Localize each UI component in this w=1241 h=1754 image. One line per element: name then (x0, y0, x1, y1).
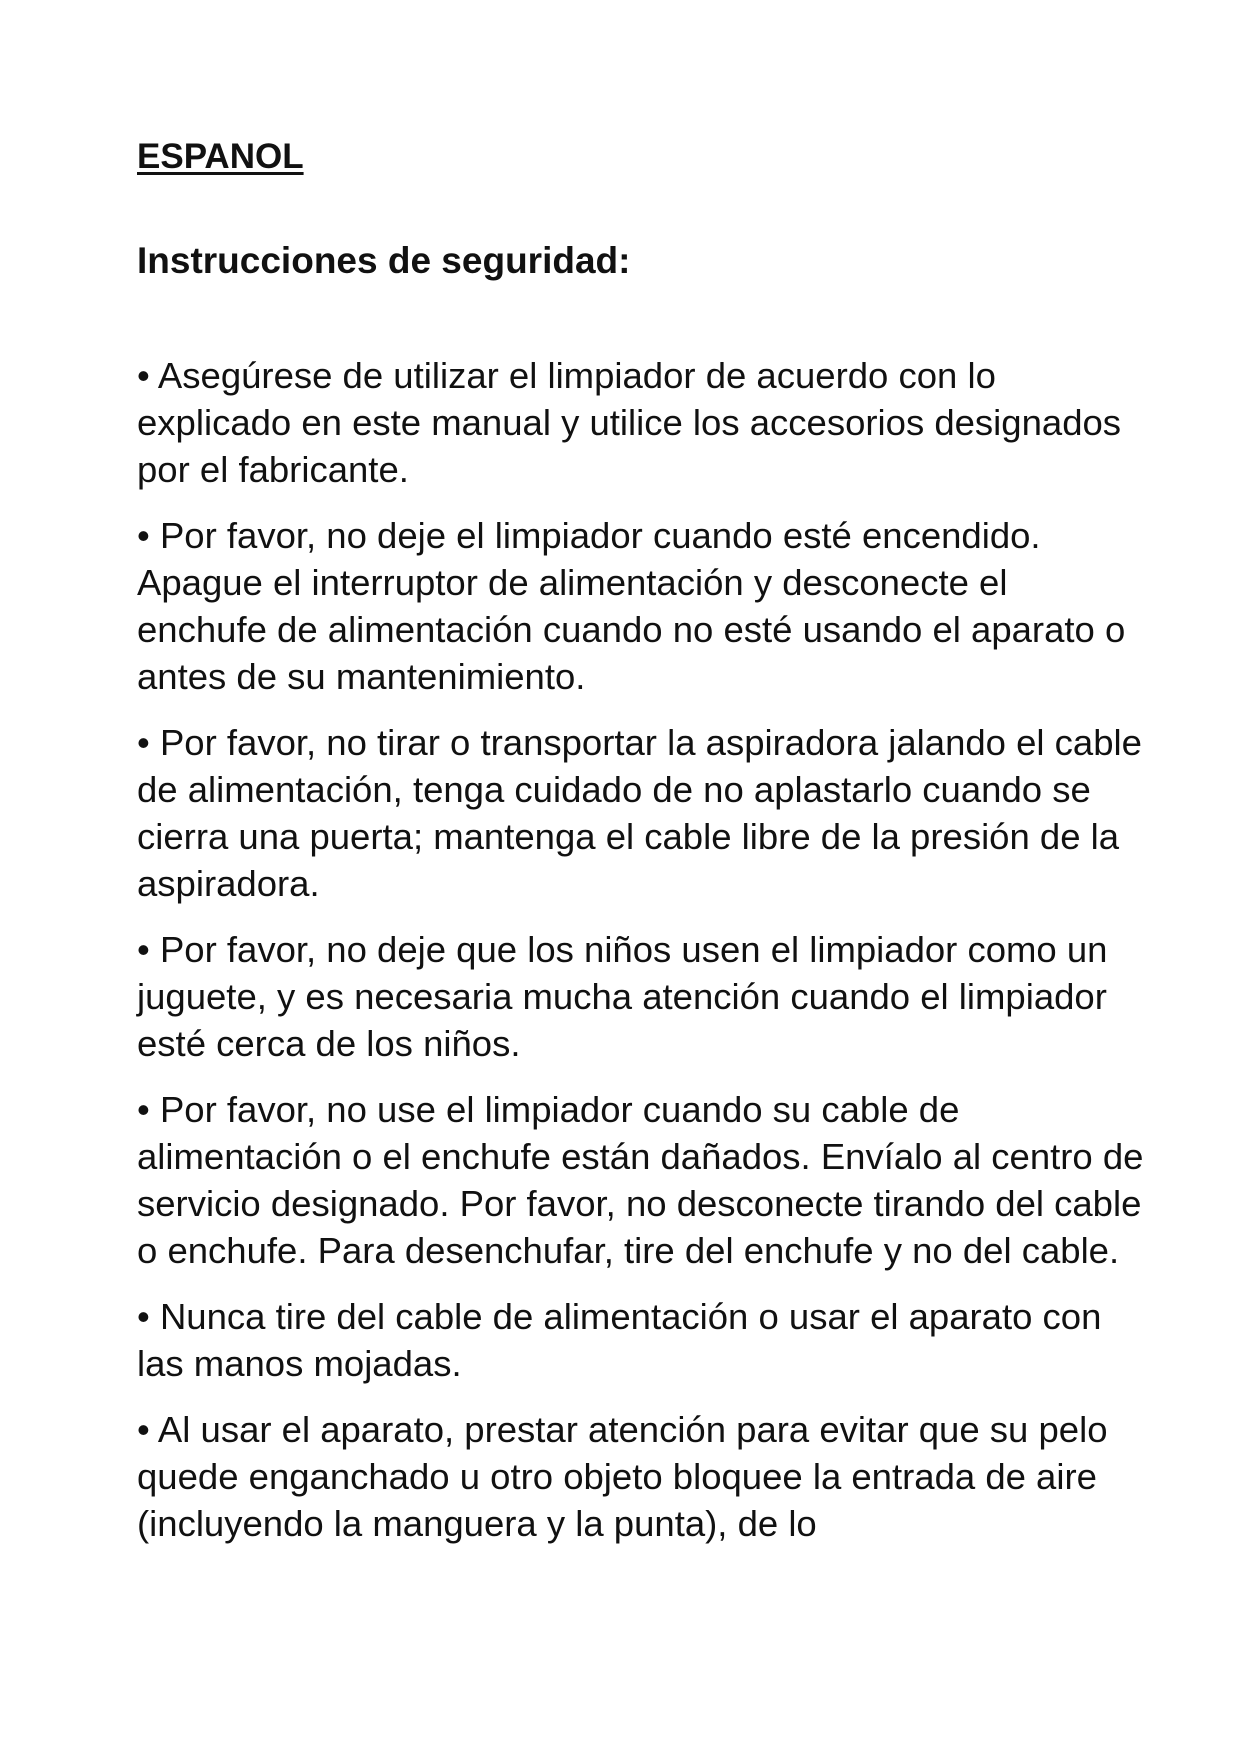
safety-instructions-list (137, 352, 1147, 1566)
bullet-icon: • (137, 355, 150, 396)
bullet-icon: • (137, 1296, 150, 1337)
item-text: Nunca tire del cable de alimentación o usar el aparato con las manos mojadas. (137, 1296, 1102, 1384)
list-item (137, 512, 1147, 700)
item-text: Por favor, no use el limpiador cuando su cable de alimentación o el enchufe están dañados. Envíalo al centro de servicio designado. Por favor, no desconecte tirando del cable o enchufe. Para desenchufar, tire del enchufe y no del cable. (137, 1089, 1144, 1271)
bullet-icon: • (137, 1089, 150, 1130)
item-text: Por favor, no deje que los niños usen el limpiador como un juguete, y es necesaria mucha atención cuando el limpiador esté cerca de los niños. (137, 929, 1108, 1064)
bullet-icon: • (137, 515, 150, 556)
item-text: Al usar el aparato, prestar atención para evitar que su pelo quede enganchado u otro objeto bloquee la entrada de aire (incluyendo la manguera y la punta), de lo (137, 1409, 1108, 1544)
item-text: Asegúrese de utilizar el limpiador de acuerdo con lo explicado en este manual y utilice los accesorios designados por el fabricante. (137, 355, 1122, 490)
bullet-icon: • (137, 1409, 150, 1450)
item-text: Por favor, no deje el limpiador cuando esté encendido. Apague el interruptor de alimentación y desconecte el enchufe de alimentación cuando no esté usando el aparato o antes de su mantenimiento. (137, 515, 1126, 697)
bullet-icon: • (137, 929, 150, 970)
list-item (137, 926, 1147, 1067)
list-item (137, 352, 1147, 493)
section-title: Instrucciones de seguridad: (137, 240, 631, 281)
language-heading: ESPANOL (137, 137, 304, 176)
list-item (137, 1086, 1147, 1274)
list-item (137, 1406, 1147, 1547)
bullet-icon: • (137, 722, 150, 763)
item-text: Por favor, no tirar o transportar la aspiradora jalando el cable de alimentación, tenga cuidado de no aplastarlo cuando se cierra una puerta; mantenga el cable libre de la presión de la aspiradora. (137, 722, 1142, 904)
list-item (137, 1293, 1147, 1387)
list-item (137, 719, 1147, 907)
